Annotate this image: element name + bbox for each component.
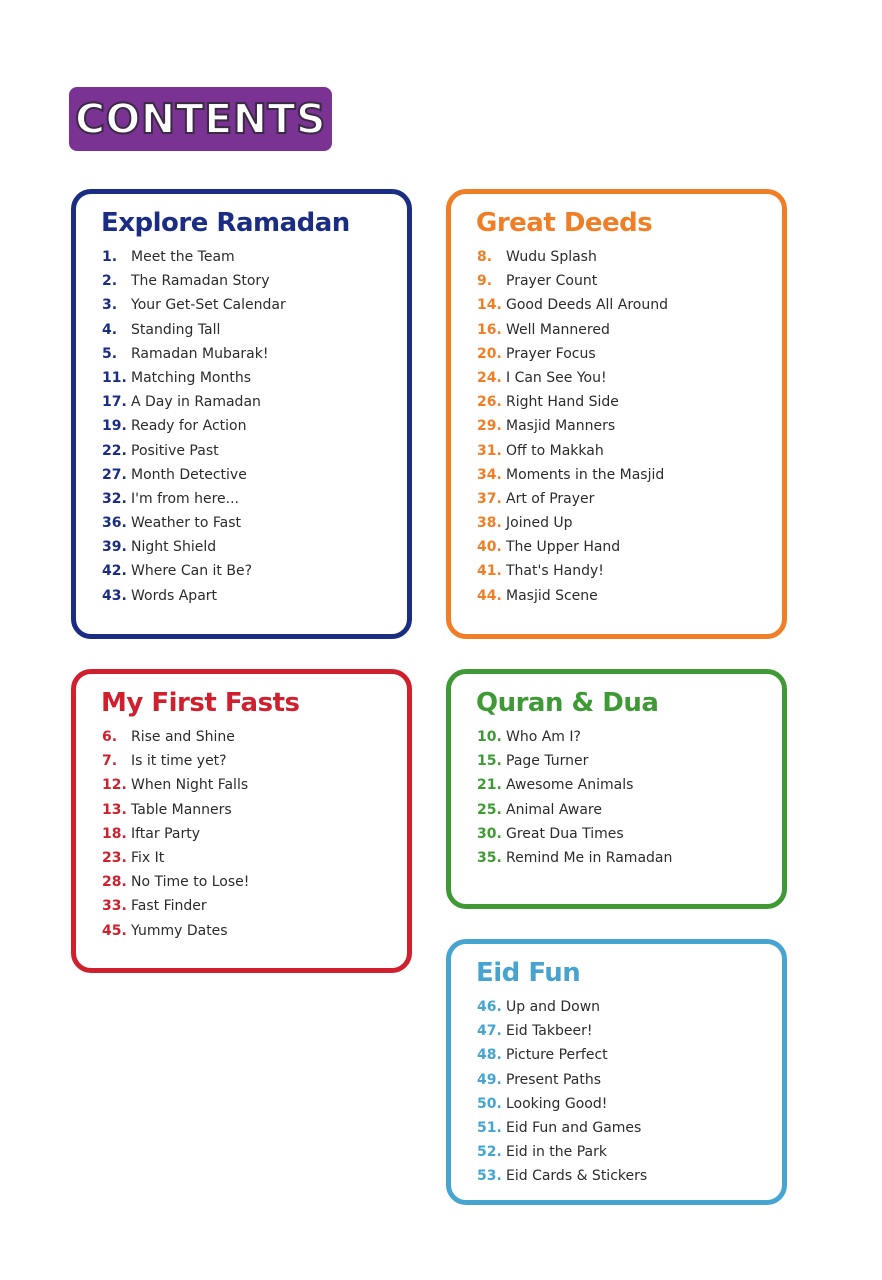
entry-title: Prayer Count — [506, 273, 598, 290]
toc-entry — [102, 919, 249, 943]
entry-title: Eid in the Park — [506, 1144, 607, 1161]
entry-title: Ready for Action — [131, 418, 247, 435]
toc-entry — [477, 1140, 647, 1164]
toc-entry — [102, 725, 249, 749]
toc-entry — [477, 1116, 647, 1140]
page-number: 21. — [477, 777, 502, 794]
entry-title: Iftar Party — [131, 825, 201, 842]
entry-title: Masjid Scene — [506, 587, 598, 604]
page-number: 1. — [102, 249, 118, 265]
entry-title: That's Handy! — [506, 563, 604, 580]
page-number: 29. — [477, 418, 502, 435]
page-number: 43. — [102, 587, 127, 604]
toc-list — [477, 245, 668, 608]
entry-title: Yummy Dates — [131, 922, 228, 939]
entry-title: The Ramadan Story — [131, 273, 270, 290]
toc-entry — [477, 1164, 647, 1188]
page-number: 6. — [102, 729, 118, 745]
page-number: 26. — [477, 394, 502, 411]
page-number: 49. — [477, 1071, 502, 1088]
page-number: 41. — [477, 563, 502, 580]
toc-entry — [102, 390, 286, 414]
toc-entry — [102, 414, 286, 438]
toc-entry — [102, 487, 286, 511]
entry-title: A Day in Ramadan — [131, 394, 261, 411]
page-number: 11. — [102, 369, 127, 386]
toc-entry — [477, 1068, 647, 1092]
entry-title: When Night Falls — [131, 777, 249, 794]
entry-title: Page Turner — [506, 753, 589, 770]
entry-title: I Can See You! — [506, 369, 607, 386]
page-number: 18. — [102, 825, 127, 842]
entry-title: Eid Fun and Games — [506, 1119, 642, 1136]
toc-entry — [102, 511, 286, 535]
page-number: 44. — [477, 587, 502, 604]
section-great-deeds — [446, 189, 787, 639]
entry-title: Well Mannered — [506, 321, 610, 338]
toc-entry — [477, 822, 672, 846]
entry-title: Remind Me in Ramadan — [506, 849, 673, 866]
page-number: 34. — [477, 466, 502, 483]
entry-title: Right Hand Side — [506, 394, 619, 411]
entry-title: Prayer Focus — [506, 345, 596, 362]
page-number: 52. — [477, 1144, 502, 1161]
toc-entry — [477, 1019, 647, 1043]
page-number: 30. — [477, 825, 502, 842]
entry-title: Weather to Fast — [131, 515, 242, 532]
toc-entry — [477, 245, 668, 269]
entry-title: Rise and Shine — [131, 729, 235, 745]
contents-heading-badge — [69, 87, 332, 151]
toc-entry — [477, 511, 668, 535]
page-number: 9. — [477, 273, 493, 290]
toc-entry — [477, 773, 672, 797]
entry-title: Good Deeds All Around — [506, 297, 668, 314]
toc-entry — [477, 995, 647, 1019]
entry-title: Animal Aware — [506, 801, 602, 818]
toc-entry — [477, 390, 668, 414]
page-number: 28. — [102, 874, 127, 891]
section-title: My First Fasts — [101, 688, 300, 718]
page-number: 42. — [102, 563, 127, 580]
page-number: 12. — [102, 777, 127, 794]
entry-title: No Time to Lose! — [131, 874, 250, 891]
toc-entry — [102, 293, 286, 317]
section-title: Eid Fun — [476, 958, 581, 988]
toc-list — [102, 245, 286, 608]
page-number: 39. — [102, 539, 127, 556]
page-number: 33. — [102, 898, 127, 915]
page-number: 53. — [477, 1168, 502, 1185]
toc-entry — [477, 798, 672, 822]
page-number: 48. — [477, 1047, 502, 1064]
page-number: 13. — [102, 801, 127, 818]
page-number: 51. — [477, 1119, 502, 1136]
toc-entry — [477, 414, 668, 438]
entry-title: Masjid Manners — [506, 418, 616, 435]
toc-entry — [102, 245, 286, 269]
entry-title: Is it time yet? — [131, 753, 227, 770]
entry-title: Positive Past — [131, 442, 219, 459]
entry-title: Your Get-Set Calendar — [131, 297, 286, 314]
page-number: 8. — [477, 249, 493, 265]
toc-entry — [102, 749, 249, 773]
entry-title: Looking Good! — [506, 1095, 608, 1112]
page-number: 46. — [477, 999, 502, 1015]
toc-entry — [477, 293, 668, 317]
toc-entry — [477, 1043, 647, 1067]
entry-title: Wudu Splash — [506, 249, 597, 265]
toc-entry — [102, 798, 249, 822]
toc-entry — [102, 822, 249, 846]
page-number: 5. — [102, 345, 118, 362]
toc-entry — [477, 366, 668, 390]
toc-entry — [477, 342, 668, 366]
section-title: Quran & Dua — [476, 688, 659, 718]
page-number: 7. — [102, 753, 118, 770]
toc-entry — [102, 463, 286, 487]
entry-title: I'm from here... — [131, 490, 239, 507]
entry-title: Ramadan Mubarak! — [131, 345, 269, 362]
page-number: 40. — [477, 539, 502, 556]
entry-title: Who Am I? — [506, 729, 581, 745]
toc-entry — [102, 773, 249, 797]
toc-entry — [477, 1092, 647, 1116]
entry-title: Great Dua Times — [506, 825, 624, 842]
page-number: 16. — [477, 321, 502, 338]
page-number: 22. — [102, 442, 127, 459]
toc-entry — [477, 749, 672, 773]
entry-title: Joined Up — [506, 515, 573, 532]
toc-entry — [102, 584, 286, 608]
page-number: 45. — [102, 922, 127, 939]
entry-title: Table Manners — [131, 801, 232, 818]
toc-entry — [477, 487, 668, 511]
toc-entry — [477, 725, 672, 749]
page-number: 10. — [477, 729, 502, 745]
toc-list — [102, 725, 249, 943]
contents-heading: CONTENTS — [74, 95, 327, 143]
entry-title: Fix It — [131, 849, 165, 866]
entry-title: Matching Months — [131, 369, 251, 386]
page-number: 32. — [102, 490, 127, 507]
entry-title: Moments in the Masjid — [506, 466, 665, 483]
section-my-first-fasts — [71, 669, 412, 973]
page-number: 31. — [477, 442, 502, 459]
entry-title: Where Can it Be? — [131, 563, 252, 580]
entry-title: Fast Finder — [131, 898, 207, 915]
toc-entry — [102, 318, 286, 342]
entry-title: Month Detective — [131, 466, 247, 483]
entry-title: Art of Prayer — [506, 490, 595, 507]
toc-entry — [102, 269, 286, 293]
toc-entry — [102, 846, 249, 870]
page-number: 25. — [477, 801, 502, 818]
page-number: 38. — [477, 515, 502, 532]
page-number: 3. — [102, 297, 118, 314]
section-explore-ramadan — [71, 189, 412, 639]
toc-entry — [102, 366, 286, 390]
toc-entry — [102, 439, 286, 463]
toc-entry — [102, 559, 286, 583]
page-number: 35. — [477, 849, 502, 866]
page-number: 24. — [477, 369, 502, 386]
section-eid-fun — [446, 939, 787, 1205]
entry-title: Standing Tall — [131, 321, 221, 338]
entry-title: Awesome Animals — [506, 777, 634, 794]
toc-list — [477, 995, 647, 1189]
entry-title: Off to Makkah — [506, 442, 604, 459]
page-number: 14. — [477, 297, 502, 314]
toc-entry — [477, 318, 668, 342]
page-number: 20. — [477, 345, 502, 362]
page-number: 50. — [477, 1095, 502, 1112]
toc-entry — [477, 535, 668, 559]
entry-title: Eid Takbeer! — [506, 1023, 593, 1040]
entry-title: Present Paths — [506, 1071, 602, 1088]
toc-entry — [477, 559, 668, 583]
toc-entry — [102, 535, 286, 559]
toc-list — [477, 725, 672, 870]
entry-title: Words Apart — [131, 587, 218, 604]
toc-entry — [477, 463, 668, 487]
page-number: 17. — [102, 394, 127, 411]
entry-title: Up and Down — [506, 999, 601, 1015]
page-number: 2. — [102, 273, 118, 290]
entry-title: Meet the Team — [131, 249, 235, 265]
entry-title: The Upper Hand — [506, 539, 621, 556]
page-number: 4. — [102, 321, 118, 338]
page-number: 47. — [477, 1023, 502, 1040]
section-quran-dua — [446, 669, 787, 909]
page-number: 36. — [102, 515, 127, 532]
page-number: 27. — [102, 466, 127, 483]
entry-title: Night Shield — [131, 539, 217, 556]
toc-entry — [102, 894, 249, 918]
entry-title: Eid Cards & Stickers — [506, 1168, 648, 1185]
toc-entry — [477, 269, 668, 293]
page-number: 19. — [102, 418, 127, 435]
section-title: Explore Ramadan — [101, 208, 350, 238]
toc-entry — [477, 439, 668, 463]
toc-entry — [102, 342, 286, 366]
page-number: 23. — [102, 849, 127, 866]
page-number: 37. — [477, 490, 502, 507]
section-title: Great Deeds — [476, 208, 653, 238]
toc-entry — [477, 846, 672, 870]
toc-entry — [102, 870, 249, 894]
entry-title: Picture Perfect — [506, 1047, 608, 1064]
page-number: 15. — [477, 753, 502, 770]
toc-entry — [477, 584, 668, 608]
